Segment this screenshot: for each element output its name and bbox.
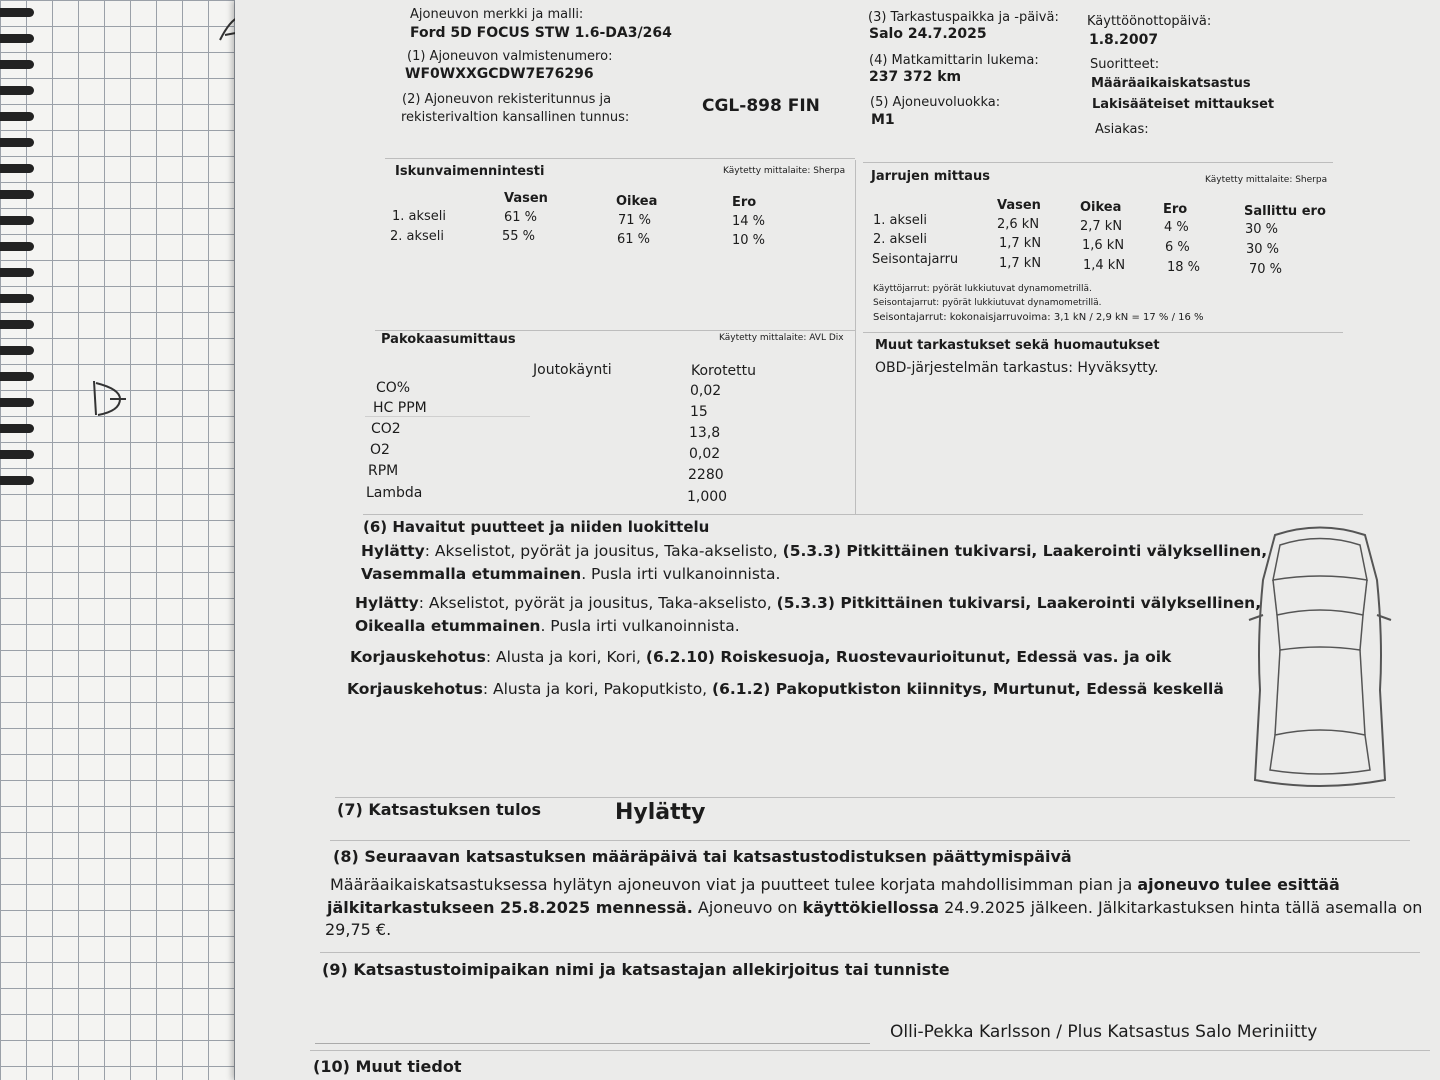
defects-title: (6) Havaitut puutteet ja niiden luokittelu [363,518,710,536]
exhaust-row-value: 0,02 [689,446,721,462]
class-value: M1 [871,112,895,128]
shock-title: Iskunvaimennintesti [395,164,545,179]
reg-label-1: (2) Ajoneuvon rekisteritunnus ja [402,92,612,107]
vin-label: (1) Ajoneuvon valmistenumero: [407,49,613,64]
brakes-row-left: 1,7 kN [999,256,1042,271]
brakes-row-diff: 4 % [1164,220,1189,235]
exhaust-title: Pakokaasumittaus [381,332,516,347]
defect-severity: Korjauskehotus [347,680,483,698]
brakes-header-diff: Ero [1163,202,1188,217]
divider [335,797,1395,798]
car-outline-diagram [1245,520,1395,795]
exhaust-row-label: HC PPM [373,400,427,416]
shock-row-right: 71 % [618,213,652,228]
next-text: 24.9.2025 jälkeen. Jälkitarkastuksen hinta tällä asemalla on [939,898,1423,917]
row-divider [365,416,530,417]
spiral-binding [0,0,40,1080]
brakes-note: Käyttöjarrut: pyörät lukkiutuvat dynamometrillä. [873,284,1092,294]
shock-row-label: 2. akseli [390,229,445,244]
next-emphasis: ajoneuvo tulee esittää [1137,875,1340,894]
make-label: Ajoneuvon merkki ja malli: [410,7,584,22]
brakes-row-left: 2,6 kN [997,217,1040,232]
defect-code: (5.3.3) Pitkittäinen tukivarsi, Laakerointi välyksellinen, [776,594,1262,612]
reg-label-2: rekisterivaltion kansallinen tunnus: [401,110,630,125]
odo-value: 237 372 km [869,69,962,85]
brakes-row-label: 2. akseli [873,232,928,247]
brakes-row-right: 1,4 kN [1083,258,1126,273]
pen-doodle [90,375,130,420]
next-inspection-title: (8) Seuraavan katsastuksen määräpäivä tai katsastustodistuksen päättymispäivä [333,847,1072,866]
brakes-row-diff: 18 % [1167,260,1201,275]
shock-row-diff: 10 % [732,233,766,248]
shock-row-left: 55 % [502,229,536,244]
defect-item [347,678,1224,701]
brakes-row-left: 1,7 kN [999,236,1042,251]
defect-location: Oikealla etummainen [355,617,541,635]
shock-row-right: 61 % [617,232,651,247]
make-value: Ford 5D FOCUS STW 1.6-DA3/264 [410,25,672,41]
column-divider [855,160,856,515]
defect-detail: . Pusla irti vulkanoinnista. [581,565,781,583]
divider [310,1050,1430,1051]
brakes-row-allowed: 70 % [1249,262,1283,277]
exhaust-row-value: 2280 [688,467,724,483]
next-deadline: jälkitarkastukseen 25.8.2025 mennessä. [327,898,693,917]
defect-code: (5.3.3) Pitkittäinen tukivarsi, Laakerointi välyksellinen, [782,542,1268,560]
divider [385,158,855,159]
defect-severity: Hylätty [355,594,419,612]
brakes-header-left: Vasen [997,198,1041,213]
defect-text: : Akselistot, pyörät ja jousitus, Taka-akselisto, [418,594,777,612]
exhaust-row-value: 15 [690,404,708,420]
other-title: Muut tarkastukset sekä huomautukset [875,338,1160,353]
exhaust-device: Käytetty mittalaite: AVL Dix [719,333,844,343]
performed-2: Lakisääteiset mittaukset [1092,97,1275,112]
brakes-note: Seisontajarrut: kokonaisjarruvoima: 3,1 kN / 2,9 kN = 17 % / 16 % [873,312,1204,323]
vin-value: WF0WXXGCDW7E76296 [405,66,594,82]
brakes-header-allowed: Sallittu ero [1244,204,1326,219]
place-label: (3) Tarkastuspaikka ja -päivä: [868,10,1059,25]
signature-line [315,1043,870,1044]
result-title: (7) Katsastuksen tulos [337,800,542,819]
next-inspection-line-1 [330,875,1340,894]
next-ban: käyttökiellossa [802,898,939,917]
next-inspection-price: 29,75 €. [325,920,392,939]
next-inspection-line-2 [327,898,1422,917]
class-label: (5) Ajoneuvoluokka: [870,95,1001,110]
exhaust-row-label: O2 [370,442,390,458]
divider [363,514,1363,515]
brakes-header-right: Oikea [1080,200,1122,215]
shock-device: Käytetty mittalaite: Sherpa [723,166,846,176]
divider [863,332,1343,333]
defect-text: : Alusta ja kori, Pakoputkisto, [482,680,713,698]
defect-severity: Hylätty [361,542,425,560]
brakes-note: Seisontajarrut: pyörät lukkiutuvat dynamometrillä. [873,298,1102,308]
exhaust-col-raised: Korotettu [691,363,757,379]
exhaust-row-value: 0,02 [690,383,722,399]
exhaust-row-value: 13,8 [689,425,721,441]
odo-label: (4) Matkamittarin lukema: [869,53,1039,68]
brakes-row-right: 1,6 kN [1082,238,1125,253]
defect-severity: Korjauskehotus [350,648,486,666]
shock-header-right: Oikea [616,194,658,209]
shock-row-diff: 14 % [732,214,766,229]
first-use-value: 1.8.2007 [1089,32,1159,48]
customer-label: Asiakas: [1095,122,1149,137]
inspection-certificate [235,0,1440,1080]
defect-text: : Alusta ja kori, Kori, [485,648,646,666]
brakes-row-allowed: 30 % [1245,222,1279,237]
brakes-title: Jarrujen mittaus [871,169,990,184]
exhaust-row-label: CO2 [371,421,401,437]
place-value: Salo 24.7.2025 [869,26,987,42]
brakes-row-label: 1. akseli [873,213,928,228]
exhaust-row-label: Lambda [366,485,423,501]
defect-code: (6.2.10) Roiskesuoja, Ruostevaurioitunut, Edessä vas. ja oik [645,648,1172,666]
defect-item [350,646,1171,669]
obd-status: OBD-järjestelmän tarkastus: Hyväksytty. [875,360,1159,376]
misc-title: (10) Muut tiedot [313,1057,462,1076]
exhaust-col-idle: Joutokäynti [533,362,612,378]
next-text: Määräaikaiskatsastuksessa hylätyn ajoneuvon viat ja puutteet tulee korjata mahdollisimman pian ja [330,875,1138,894]
next-text: Ajoneuvo on [692,898,803,917]
brakes-row-label: Seisontajarru [872,252,959,267]
first-use-label: Käyttöönottopäivä: [1087,14,1212,29]
defect-detail: . Pusla irti vulkanoinnista. [540,617,740,635]
defect-text: : Akselistot, pyörät ja jousitus, Taka-akselisto, [424,542,783,560]
signature-title: (9) Katsastustoimipaikan nimi ja katsastajan allekirjoitus tai tunniste [322,960,950,979]
performed-label: Suoritteet: [1090,57,1160,72]
defect-location: Vasemmalla etummainen [361,565,582,583]
brakes-row-allowed: 30 % [1246,242,1280,257]
brakes-row-diff: 6 % [1165,240,1190,255]
defect-item [355,592,1261,638]
defect-code: (6.1.2) Pakoputkiston kiinnitys, Murtunut, Edessä keskellä [712,680,1224,698]
brakes-device: Käytetty mittalaite: Sherpa [1205,175,1328,185]
signature-name: Olli-Pekka Karlsson / Plus Katsastus Salo Meriniitty [890,1022,1318,1042]
performed-1: Määräaikaiskatsastus [1091,76,1251,91]
shock-header-diff: Ero [732,195,757,210]
result-value: Hylätty [615,800,706,825]
shock-row-label: 1. akseli [392,209,447,224]
divider [330,840,1410,841]
reg-value: CGL-898 FIN [702,96,820,116]
exhaust-row-label: RPM [368,463,399,479]
shock-row-left: 61 % [504,210,538,225]
shock-header-left: Vasen [504,191,548,206]
exhaust-row-value: 1,000 [687,489,728,505]
divider [320,952,1420,953]
defect-item [361,540,1267,586]
divider [375,330,855,331]
brakes-row-right: 2,7 kN [1080,219,1123,234]
divider [863,162,1333,163]
exhaust-row-label: CO% [376,380,411,396]
graph-paper-notebook [0,0,265,1080]
